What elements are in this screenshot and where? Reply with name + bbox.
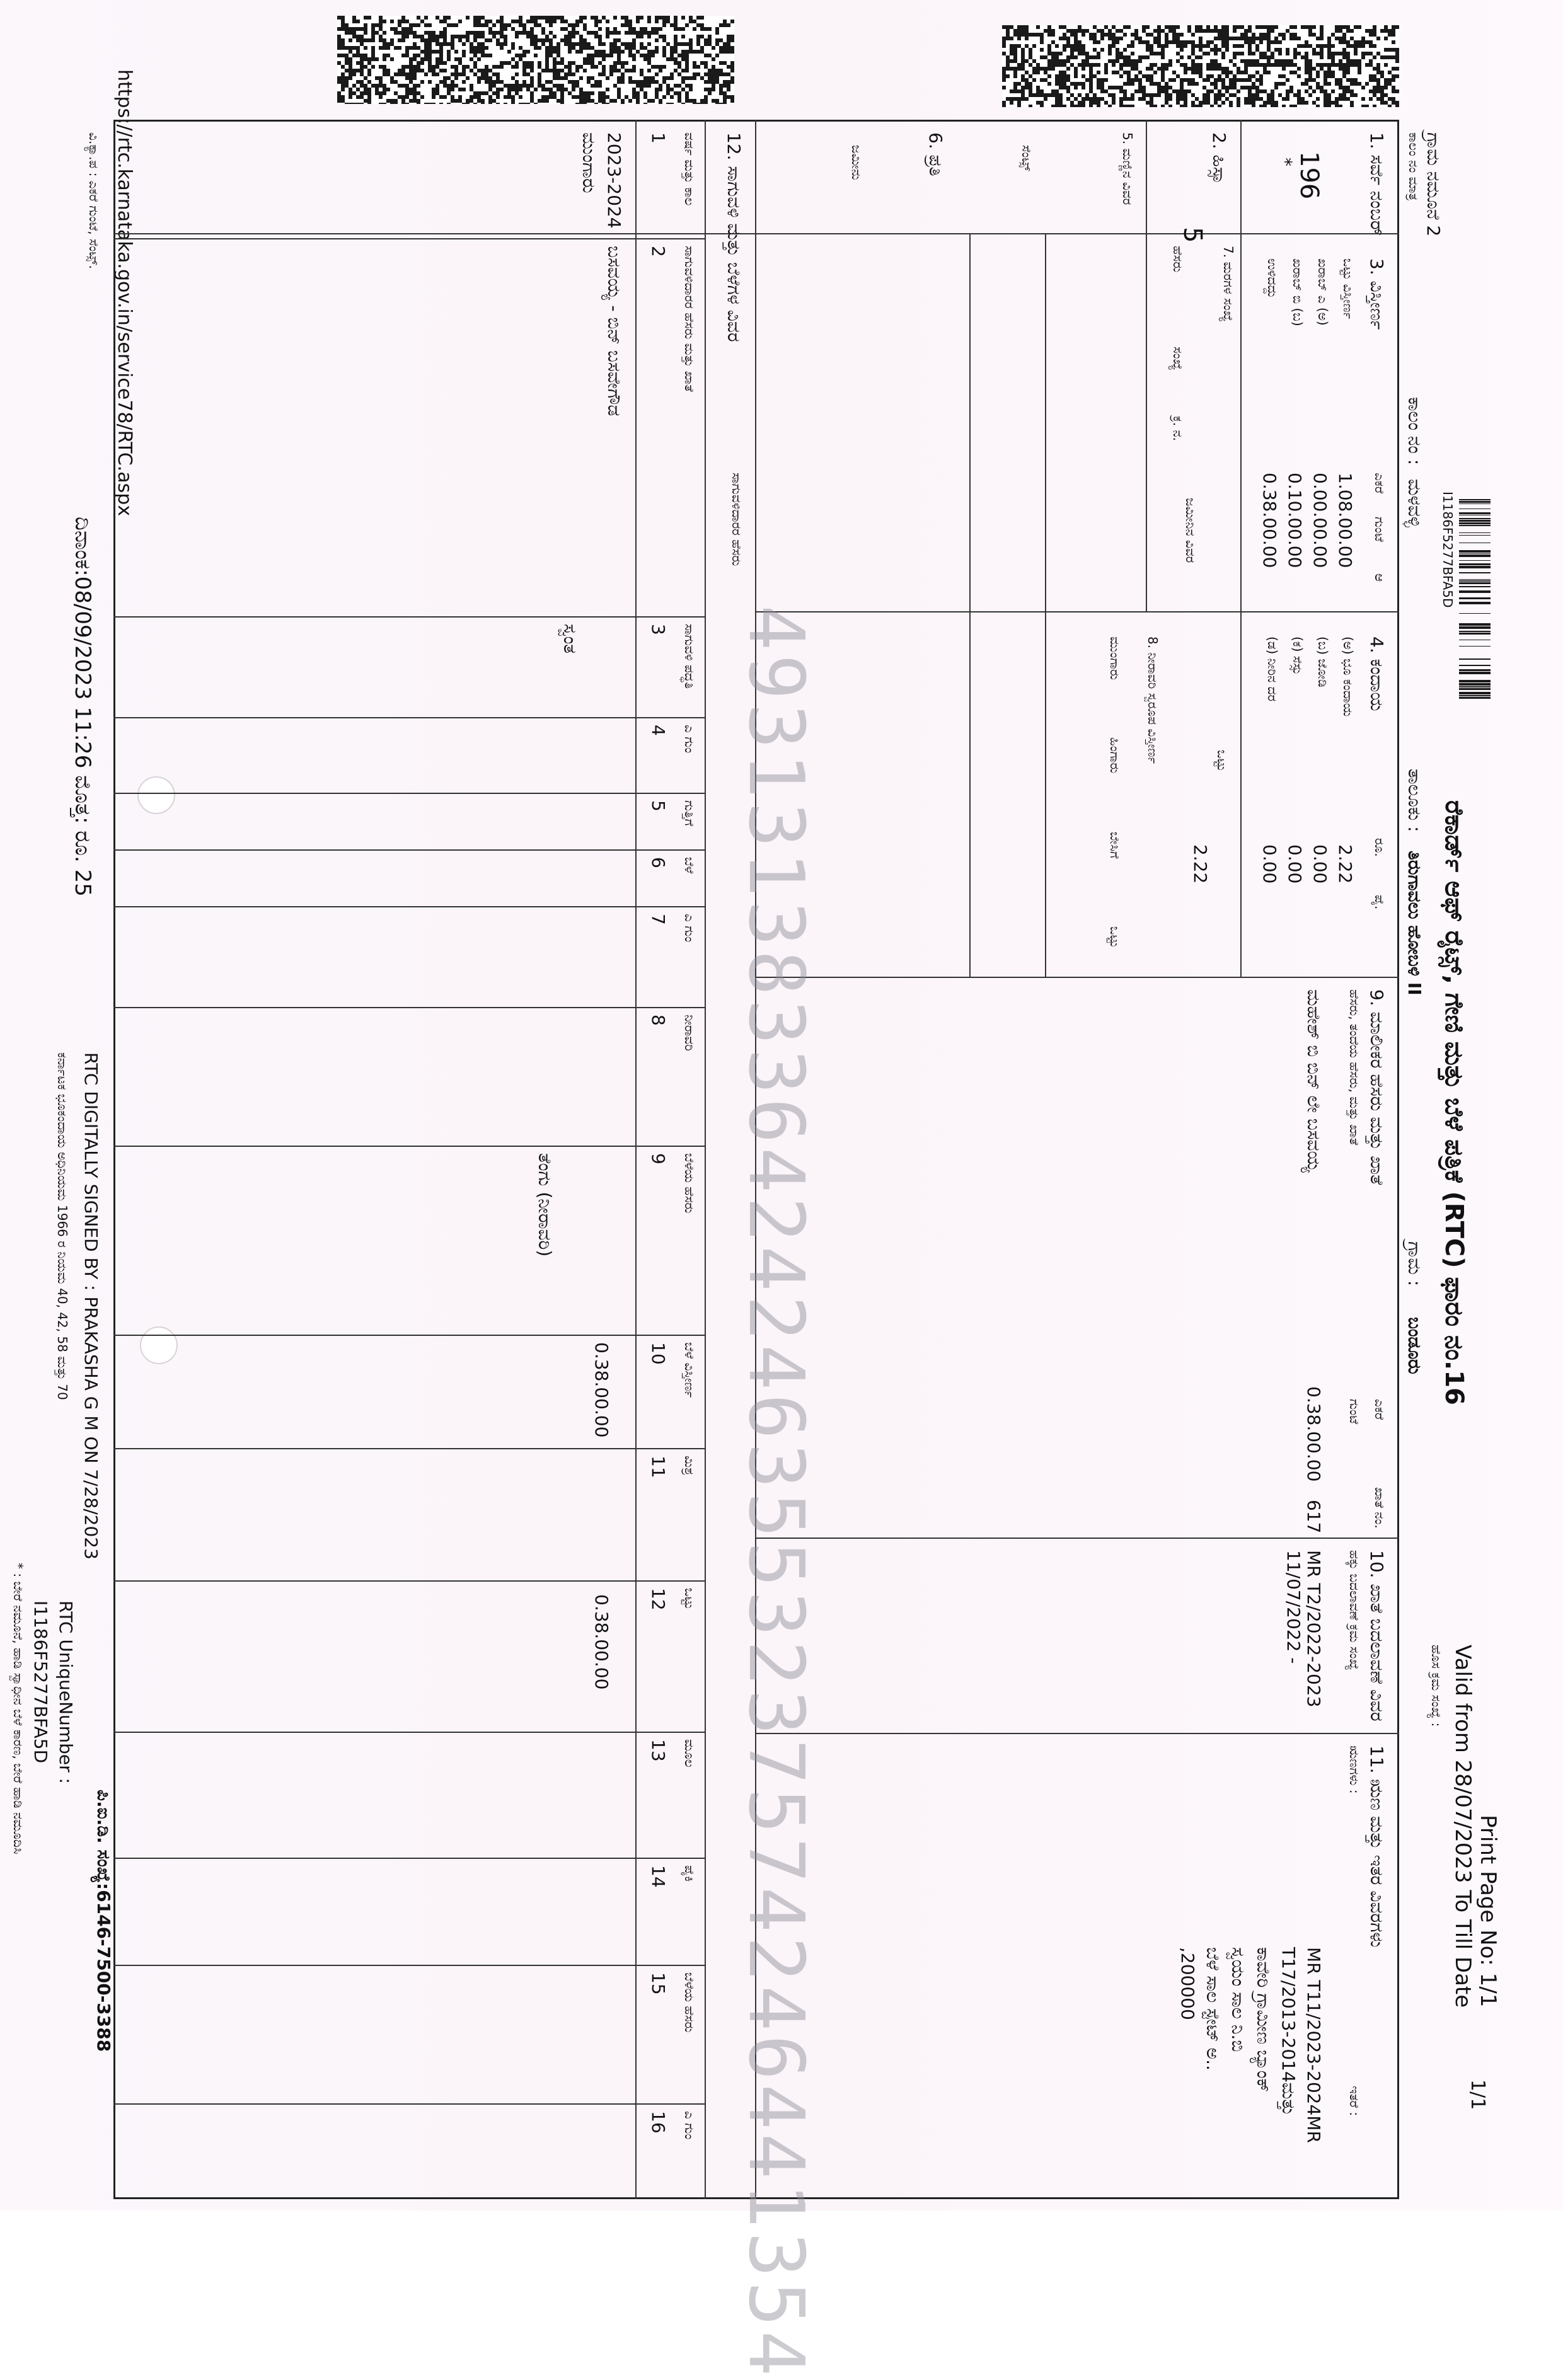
crop-area: 0.38.00.00 bbox=[591, 1342, 612, 1438]
source-url: https://rtc.karnataka.gov.in/service78/RTC.aspx bbox=[113, 69, 136, 517]
crop-year: 2023-2024 bbox=[604, 132, 625, 229]
crop-head-label: ಪೈಕಿ bbox=[682, 1865, 697, 1882]
revenue-row-value: 0.00 bbox=[1310, 844, 1330, 884]
irrigation-label: 8. ನೀರಾವರಿ ಸ್ವರೂಪ ವಿಸ್ತೀರ್ಣ bbox=[1145, 636, 1160, 764]
footer-note: * : ಬೇರೆ ನಮೂನೆ, ಹಾಡಿ ಸ್ವಾಧೀನ ಬೆಳೆ ಕಾರಣ, ಬೇರೆ ಹಾಡಿ ನಮೂದಿಸಿ bbox=[11, 1563, 26, 1854]
crop-head-number: 9 bbox=[648, 1153, 669, 1164]
owner-khata: 617 bbox=[1303, 1500, 1324, 1534]
owner-name: ಮಹೇಶ್ ಬಿ ಬಿನ್ ಲೇ ಬಸವಯ್ಯ bbox=[1303, 989, 1324, 1173]
revenue-row-label: (ಬ) ಜೋಡಿ bbox=[1315, 636, 1330, 687]
mutation-label: 10. ಖಾತೆ ಬದಲಾವಣೆ ವಿವರ bbox=[1366, 1550, 1387, 1722]
trees-head-count: ಸಂಖ್ಯೆ bbox=[1170, 347, 1185, 371]
crop-head-number: 4 bbox=[648, 725, 669, 736]
liability-line: T17/2013-2014ಮತ್ತು bbox=[1278, 1947, 1299, 2116]
irrigation-head-kharif: ಮುಂಗಾರು bbox=[1107, 636, 1122, 681]
area-row-label: ಖರಾಬ್ ಎ (ಅ) bbox=[1315, 258, 1330, 326]
irrigation-head-rabi: ಹಿಂಗಾರು bbox=[1107, 737, 1122, 774]
crop-head-number: 13 bbox=[648, 1739, 669, 1762]
crop-head-label: ಮಿಶ್ರ bbox=[682, 1456, 697, 1475]
crop-head-label: ಎ ಗುಂ bbox=[682, 914, 697, 943]
owner-label: 9. ಮಾಲೀಕರ ಹೆಸರು ಮತ್ತು ಖಾತೆ bbox=[1366, 989, 1387, 1185]
pid-reference: ಪಿ.ಐ.ಡಿ. ಸಂಖ್ಯೆ:6146-7500-3388 bbox=[93, 1790, 114, 2052]
crop-head-number: 8 bbox=[648, 1015, 669, 1026]
crop-cultivator: ಬಸವಯ್ಯ - ಬಿನ್ ಬಸವೇಗೌಡ bbox=[604, 246, 625, 417]
mutation-sub: ಹಕ್ಕು ಬದಲಾವಣೆ ಕ್ರಮ ಸಂಖ್ಯೆ bbox=[1347, 1550, 1362, 1670]
crop-head-label: ವರ್ಷ ಮತ್ತು ಕಾಲ bbox=[682, 132, 697, 206]
area-label: 3. ವಿಸ್ತೀರ್ಣ bbox=[1366, 258, 1387, 330]
liabilities-label: 11. ಋಣ ಮತ್ತು ಇತರ ವಿವರಗಳು bbox=[1366, 1745, 1387, 1948]
crop-head-number: 7 bbox=[648, 914, 669, 925]
revenue-row-label: (ಕ) ಸೆಸ್ಸು bbox=[1290, 636, 1305, 675]
soil-label: 5. ಮಣ್ಣಿನ ವಿವರ bbox=[1120, 132, 1135, 205]
area-row-label: ಒಟ್ಟು ವಿಸ್ತೀರ್ಣ bbox=[1341, 258, 1356, 319]
liability-line: MR T11/2023-2024MR bbox=[1303, 1947, 1324, 2143]
unique-number: I1186F5277BFA5D bbox=[30, 1601, 51, 1764]
crop-head-number: 6 bbox=[648, 857, 669, 868]
crop-head-number: 2 bbox=[648, 246, 669, 257]
survey-number-label: 1. ಸರ್ವೆ ನಂಬರ್ bbox=[1366, 132, 1387, 236]
crop-head-label: ಎ ಗುಂ bbox=[682, 725, 697, 754]
owner-khata-head: ಖಾತೆ ನಂ. bbox=[1372, 1487, 1387, 1529]
crop-head-label: ಮೂಲ bbox=[682, 1739, 697, 1768]
code-label: ಕಾಲಂ ನಂ : bbox=[1404, 397, 1425, 466]
date-line: ದಿನಾಂಕ:08/09/2023 11:26 ಮೊತ್ತ: ರೂ. 25 bbox=[70, 517, 95, 897]
area-row-label: ಖರಾಬ್ ಬಿ (ಬ) bbox=[1290, 258, 1305, 326]
unique-number-label: RTC UniqueNumber : bbox=[55, 1601, 76, 1784]
revenue-head-rs: ರೂ. bbox=[1372, 838, 1387, 857]
crop-head-number: 1 bbox=[648, 132, 669, 144]
barcode-left bbox=[337, 16, 734, 104]
area-row-value: 0.00.00.00 bbox=[1310, 473, 1330, 568]
form-sub: ಕಾಲಂ ನಂ ಮಾತ್ರ bbox=[1406, 132, 1421, 201]
crop-head-label: ಬೆಳೆಯ ಹೆಸರು bbox=[682, 1972, 697, 2033]
revenue-row-value: 0.00 bbox=[1284, 844, 1305, 884]
crop-head-label: ಬೆಳೆಯ ಹೆಸರು bbox=[682, 1153, 697, 1214]
watermark: 493131383364242463553237574246441354 bbox=[732, 605, 819, 2380]
code-value: ಮಳವಳ್ಳಿ bbox=[1404, 479, 1425, 527]
trees-head-sl: ಕ್ರ. ನ. bbox=[1170, 416, 1185, 442]
crop-head-label: ಬೆಳೆ bbox=[682, 857, 697, 874]
revenue-total-label: ಒಟ್ಟು bbox=[1214, 750, 1230, 772]
hissa-number: 5 bbox=[1178, 227, 1207, 243]
liability-line: ಸ್ವಯಂ ಸಾಲ ನಿ.ಬಿ bbox=[1228, 1947, 1249, 2052]
area-head-gunta: ಗುಂಟೆ bbox=[1372, 517, 1387, 542]
taluk-value: ತಿರುಗಾವಲು ಹೋಬಳಿ II bbox=[1404, 851, 1425, 996]
owner-area-head-acre: ಎಕರೆ bbox=[1372, 1399, 1387, 1420]
area-row-value: 0.10.00.00 bbox=[1284, 473, 1305, 568]
crop-table-label: 12. ಸಾಗುವಳಿ ಮತ್ತು ಬೆಳೆಗಳ ವಿವರ bbox=[724, 132, 744, 342]
liabilities-other: ಇತರೆ : bbox=[1347, 2086, 1362, 2117]
crop-head-label: ಸಾಗುವಳಿದಾರರ ಹೆಸರು ಮತ್ತು ಖಾತೆ bbox=[682, 246, 697, 392]
crop-footnote: ವಿ.ಕ್ಯಾ.ಪ : ಎಕರೆ ಗುಂಟೆ, ಸೆಂಟ್ಸ್. bbox=[86, 132, 101, 270]
revenue-total: 2.22 bbox=[1190, 844, 1211, 884]
crop-season: ಮುಂಗಾರು bbox=[579, 132, 599, 193]
liability-line: ,200000 bbox=[1177, 1947, 1198, 2020]
survey-number: 196 bbox=[1295, 151, 1324, 200]
crop-head-label: ಸಾಗುವಳಿ ಪದ್ಧತಿ bbox=[682, 624, 697, 689]
area-head-acre: ಎಕರೆ bbox=[1372, 473, 1387, 494]
land-label: ಜಮೀನು bbox=[849, 145, 864, 180]
village-label: ಗ್ರಾಮ : bbox=[1404, 1241, 1425, 1287]
act-reference: ಕರ್ನಾಟಕ ಭೂಕಂದಾಯ ಅಧಿನಿಯಮ 1966 ರ ನಿಯಮ 40, 42, 58 ಮತ್ತು 70 bbox=[55, 1052, 70, 1400]
barcode-right bbox=[1002, 25, 1399, 107]
crop-total: 0.38.00.00 bbox=[591, 1594, 612, 1690]
survey-code: ಹೊಸ ಕ್ರಮ ಸಂಖ್ಯೆ : bbox=[1429, 1645, 1444, 1727]
sections-label: ಸೆಂಟ್ಸ್ bbox=[1019, 145, 1034, 171]
crop-method: ಸ್ವಂತ bbox=[560, 624, 580, 654]
hissa-label: 2. ಹಿಸ್ಸಾ bbox=[1209, 132, 1230, 185]
revenue-row-label: (ಅ) ಭೂ ಕಂದಾಯ bbox=[1341, 636, 1356, 717]
print-page-no: Print Page No: 1/1 bbox=[1475, 1815, 1501, 2008]
irrigation-head-summer: ಬೇಸಿಗೆ bbox=[1107, 832, 1122, 859]
form-number: ಗ್ರಾಮ ನಮೂನೆ 2 bbox=[1423, 132, 1444, 237]
area-row-label: ಉಳಿದದ್ದು bbox=[1265, 258, 1280, 299]
revenue-row-value: 0.00 bbox=[1259, 844, 1280, 884]
area-row-value: 0.38.00.00 bbox=[1259, 473, 1280, 568]
crop-head-label: ನೀರಾವರಿ bbox=[682, 1015, 697, 1051]
liability-line: ಬೆಳೆ ಸಾಲ ಸ್ಟೇಟ್ ಅ.. bbox=[1203, 1947, 1223, 2071]
crop-head-number: 15 bbox=[648, 1972, 669, 1995]
code-barcode-text: I1186F5277BFA5D bbox=[1440, 492, 1455, 608]
liabilities-sub: ಋಣಗಳು : bbox=[1347, 1745, 1362, 1794]
area-row-value: 1.08.00.00 bbox=[1335, 473, 1356, 568]
owner-sub: ಹೆಸರು, ತಂದೆಯ ಹೆಸರು, ಮತ್ತು ಖಾತೆ bbox=[1347, 989, 1362, 1146]
taluk-label: ತಾಲೂಕು : bbox=[1404, 769, 1425, 832]
area-head-a: ಆ bbox=[1372, 573, 1387, 582]
revenue-label: 4. ಕಂದಾಯ bbox=[1366, 636, 1387, 711]
mutation-entry: MR T2/2022-2023 11/07/2022 - bbox=[1283, 1550, 1324, 1708]
crop-head-number: 12 bbox=[648, 1588, 669, 1611]
crop-head-number: 10 bbox=[648, 1342, 669, 1365]
liability-line: ಕಾವೇರಿ ಗ್ರಾಮೀಣ ಬ್ಯಾಂಕ್ bbox=[1253, 1947, 1274, 2093]
crop-head-label: ಗುತ್ತಿಗೆ bbox=[682, 800, 697, 827]
village-value: ಬಂಡೂರು bbox=[1404, 1317, 1425, 1374]
irrigation-head-total: ಒಟ್ಟು bbox=[1107, 926, 1122, 948]
trees-label: 7. ಮರಗಳ ಸಂಖ್ಯೆ bbox=[1221, 246, 1236, 322]
crop-head-number: 16 bbox=[648, 2111, 669, 2134]
crop-head-number: 11 bbox=[648, 1456, 669, 1478]
crop-head-label: ಎ ಗುಂ bbox=[682, 2111, 697, 2140]
page-footer: 1/1 bbox=[1467, 2079, 1489, 2110]
crop-head-number: 14 bbox=[648, 1865, 669, 1888]
header-barcode bbox=[1459, 492, 1491, 699]
crop-head-number: 5 bbox=[648, 800, 669, 812]
trees-head-name: ಹೆಸರು bbox=[1170, 246, 1185, 273]
crop-head-label: ಬೆಳೆ ವಿಸ್ತೀರ್ಣ bbox=[682, 1342, 697, 1398]
owner-area: 0.38.00.00 bbox=[1303, 1386, 1324, 1482]
pratiy-label: 6. ಪ್ರತಿ bbox=[925, 132, 946, 176]
rtc-form bbox=[0, 120, 1501, 2380]
digital-signature: RTC DIGITALLY SIGNED BY : PRAKASHA G M ON 7/28/2023 bbox=[81, 1052, 101, 1560]
crop-head-number: 3 bbox=[648, 624, 669, 635]
crop-name: ತೆಂಗು (ನೀರಾವರಿ) bbox=[534, 1153, 555, 1257]
survey-star: * bbox=[1275, 158, 1296, 166]
trees-head-land: ಜಮೀನಿನ ವಿವರ bbox=[1183, 498, 1198, 563]
owner-area-head-gunta: ಗುಂಟೆ bbox=[1347, 1399, 1362, 1424]
document-title: ರೆಕಾರ್ಡ್ ಆಫ್ ರೈಟ್ಸ್, ಗೇಣಿ ಮತ್ತು ಬೆಳೆ ಪತ್ರಿಕೆ (RTC) ಫಾರಂ ನಂ.16 bbox=[1439, 800, 1468, 1405]
revenue-row-value: 2.22 bbox=[1335, 844, 1356, 884]
valid-period: Valid from 28/07/2023 To Till Date bbox=[1450, 1645, 1475, 2008]
crop-head-label: ಒಟ್ಟು bbox=[682, 1588, 697, 1610]
crop-table-sub: ಸಾಗುವಳಿದಾರರ ಹೆಸರು bbox=[729, 473, 744, 566]
revenue-head-paise: ಪೈ. bbox=[1372, 895, 1387, 910]
revenue-row-label: (ಡ) ನೀರಿನ ದರ bbox=[1265, 636, 1280, 702]
